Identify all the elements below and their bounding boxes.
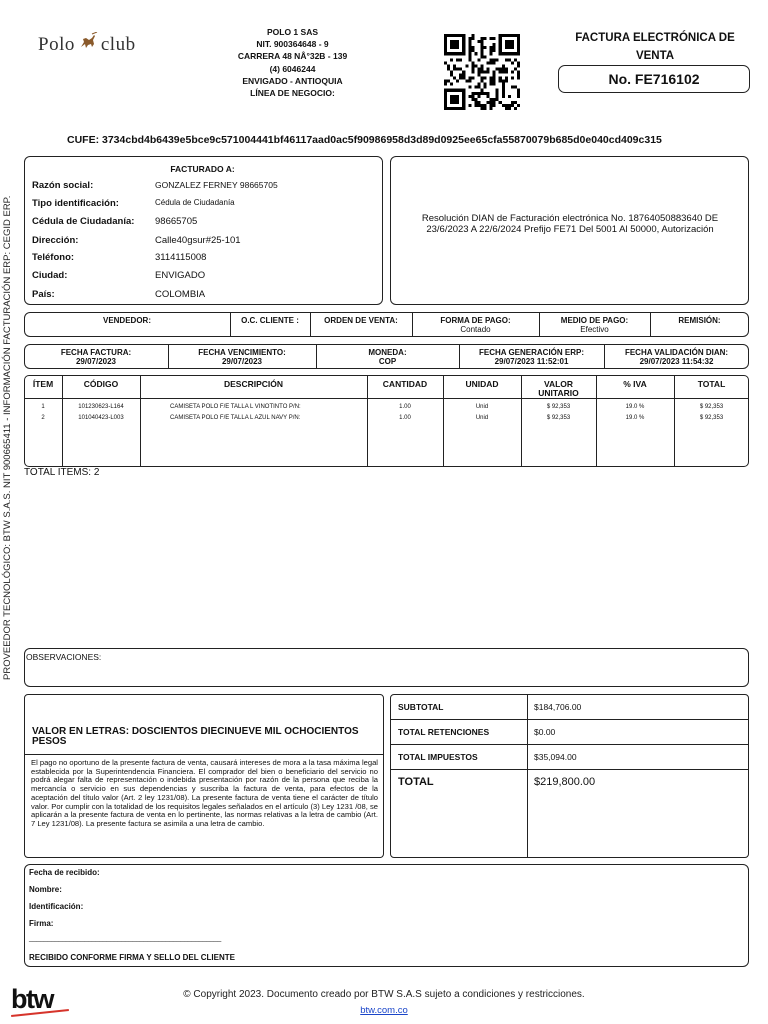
th-unidad: UNIDAD: [465, 379, 499, 389]
company-business-line: LÍNEA DE NEGOCIO:: [250, 88, 335, 99]
fecha-erp-value: 29/07/2023 11:52:01: [494, 357, 569, 366]
vendedor-label: VENDEDOR:: [102, 316, 151, 325]
table-row-1-iva: 19.0 %: [625, 404, 645, 410]
footer-copyright: © Copyright 2023. Documento creado por BTW S.A.S sujeto a condiciones y restricciones.: [183, 989, 585, 1000]
oc-cliente-label: O.C. CLIENTE :: [241, 316, 299, 325]
fecha-erp-label: FECHA GENERACIÓN ERP:: [478, 348, 585, 357]
observaciones-box: [24, 648, 749, 687]
moneda-label: MONEDA:: [368, 348, 407, 357]
th-iva: % IVA: [623, 379, 647, 389]
company-nit: NIT. 900364648 - 9: [256, 39, 329, 50]
table-row-1-total: $ 92,353: [699, 404, 724, 410]
fecha-recibido-label: Fecha de recibido:: [29, 868, 100, 877]
value-telefono: 3114115008: [155, 252, 207, 263]
table-row-2-iva: 19.0 %: [625, 415, 645, 421]
table-row-1-descripcion: CAMISETA POLO F/E TALLA L VINOTINTO P/N:: [170, 404, 301, 410]
table-row-1-valor: $ 92,353: [546, 404, 571, 410]
fecha-dian-value: 29/07/2023 11:54:32: [639, 357, 714, 366]
company-phone: (4) 6046244: [269, 63, 316, 74]
label-direccion: Dirección:: [32, 235, 79, 246]
recibido-conforme: RECIBIDO CONFORME FIRMA Y SELLO DEL CLIENTE: [29, 953, 235, 962]
table-row-1-codigo: 101230623-L164: [78, 404, 124, 410]
th-codigo: CÓDIGO: [83, 379, 119, 389]
label-cedula: Cédula de Ciudadanía:: [32, 216, 135, 227]
logo-word-club: club: [100, 33, 136, 55]
qr-code: [444, 34, 520, 110]
table-row-2-cantidad: 1.00: [399, 415, 411, 421]
receipt-box: [24, 864, 749, 967]
table-row-2-unidad: Unid: [475, 415, 489, 421]
th-item: ÍTEM: [32, 379, 54, 389]
label-tipo-identificacion: Tipo identificación:: [32, 198, 119, 209]
identificacion-label: Identificación:: [29, 902, 84, 911]
total-items: TOTAL ITEMS: 2: [24, 467, 100, 478]
label-razon-social: Razón social:: [32, 180, 94, 191]
btw-logo: btw: [11, 984, 53, 1014]
table-row-1-item: 1: [41, 404, 45, 410]
observaciones-label: OBSERVACIONES:: [26, 652, 102, 662]
value-cedula: 98665705: [155, 216, 198, 227]
table-row-2-item: 2: [41, 415, 45, 421]
dian-resolution: Resolución DIAN de Facturación electrónica No. 18764050883640 DE 23/6/2023 A 22/6/2024 Prefijo FE71 Del 5001 Al 50000, Autorización: [421, 213, 719, 235]
impuestos-label: TOTAL IMPUESTOS: [398, 752, 478, 762]
label-telefono: Teléfono:: [32, 252, 75, 263]
th-valor-unitario: [521, 380, 596, 398]
value-tipo-identificacion: Cédula de Ciudadanía: [155, 198, 235, 207]
total-value: $219,800.00: [534, 776, 596, 788]
total-label: TOTAL: [398, 776, 434, 788]
moneda-value: COP: [378, 357, 397, 366]
invoice-number: No. FE716102: [558, 65, 750, 93]
value-ciudad: ENVIGADO: [155, 270, 206, 281]
nombre-label: Nombre:: [29, 885, 62, 894]
table-row-1-unidad: Unid: [475, 404, 489, 410]
valor-en-letras: VALOR EN LETRAS: DOSCIENTOS DIECINUEVE MIL OCHOCIENTOS PESOS: [32, 726, 359, 747]
table-row-2-valor: $ 92,353: [546, 415, 571, 421]
th-cantidad: CANTIDAD: [382, 379, 428, 389]
forma-pago-label: FORMA DE PAGO:: [440, 316, 511, 325]
billed-to-box: [24, 156, 383, 305]
th-valor-line2: UNITARIO: [538, 388, 579, 398]
fecha-factura-value: 29/07/2023: [75, 357, 117, 366]
forma-pago-value: Contado: [460, 325, 491, 334]
fecha-vencimiento-label: FECHA VENCIMIENTO:: [198, 348, 286, 357]
logo-word-polo: Polo: [38, 33, 75, 55]
remision-label: REMISIÓN:: [678, 316, 721, 325]
table-row-2-total: $ 92,353: [699, 415, 724, 421]
fecha-vencimiento-value: 29/07/2023: [221, 357, 263, 366]
signature-line: ____________________________________________________: [29, 935, 222, 942]
impuestos-value: $35,094.00: [534, 752, 577, 762]
fecha-factura-label: FECHA FACTURA:: [60, 348, 132, 357]
label-ciudad: Ciudad:: [32, 270, 68, 281]
table-row-1-cantidad: 1.00: [399, 404, 411, 410]
fecha-dian-label: FECHA VALIDACIÓN DIAN:: [624, 348, 729, 357]
orden-venta-label: ORDEN DE VENTA:: [324, 316, 398, 325]
provider-side-text: PROVEEDOR TECNOLÓGICO: BTW S.A.S. NIT 900665411 - INFORMACIÓN FACTURACIÓN ERP: CEGID ERP.: [2, 195, 13, 680]
retenciones-value: $0.00: [534, 727, 556, 737]
company-info: [225, 26, 360, 99]
document-title: FACTURA ELECTRÓNICA DE VENTA: [575, 32, 735, 62]
cufe-code: CUFE: 3734cbd4b6439e5bce9c571004441bf46117aad0ac5f90986958d3d89d0925ee65cfa55870079b685d0e040cd409c315: [67, 134, 662, 146]
retenciones-label: TOTAL RETENCIONES: [398, 727, 490, 737]
company-city: ENVIGADO - ANTIOQUIA: [242, 75, 343, 86]
th-valor-line1: VALOR: [543, 379, 574, 389]
subtotal-value: $184,706.00: [534, 702, 582, 712]
th-descripcion: DESCRIPCIÓN: [223, 379, 284, 389]
billed-to-title: FACTURADO A:: [170, 164, 235, 174]
subtotal-label: SUBTOTAL: [398, 702, 444, 712]
legal-text: El pago no oportuno de la presente factura de venta, causará intereses de mora a la tasa máxima legal establecida por la Superintendencia Financiera. El comprador del bien o beneficiario del servicio no podrá alegar falta de representación o indebida presentación por razón de la persona que reciba la mercancía o servicio en sus dependencias y suscriba la factura de venta, para efectos de la aceptación del título valor (Art. 2 ley 1231/08). La presente factura de venta tiene el carácter de título valor. Por cumplir con la totalidad de los requisitos legales señalados en el artículo (3) Ley 1231 /08, se aplicarán a la presente factura de venta en lo pertinente, las normas relativas a la letra de cambio (Art. 7 Ley 1231/08). La presente factura se asimila a una letra de cambio.: [31, 758, 378, 828]
company-address: CARRERA 48 NÂ°32B - 139: [237, 51, 348, 62]
label-pais: País:: [32, 289, 55, 300]
medio-pago-value: Efectivo: [580, 325, 609, 334]
company-name: POLO 1 SAS: [266, 27, 318, 37]
firma-label: Firma:: [29, 919, 54, 928]
value-razon-social: GONZALEZ FERNEY 98665705: [155, 180, 278, 190]
th-total: TOTAL: [697, 379, 726, 389]
table-row-2-codigo: 101040423-L003: [78, 415, 124, 421]
table-row-2-descripcion: CAMISETA POLO F/E TALLA L AZUL NAVY P/N:: [170, 415, 301, 421]
polo-horse-icon: [78, 32, 98, 57]
polo-club-logo: [38, 32, 136, 57]
medio-pago-label: MEDIO DE PAGO:: [560, 316, 629, 325]
value-pais: COLOMBIA: [155, 289, 206, 300]
footer-link[interactable]: btw.com.co: [360, 1005, 408, 1016]
value-direccion: Calle40gsur#25-101: [155, 235, 241, 246]
